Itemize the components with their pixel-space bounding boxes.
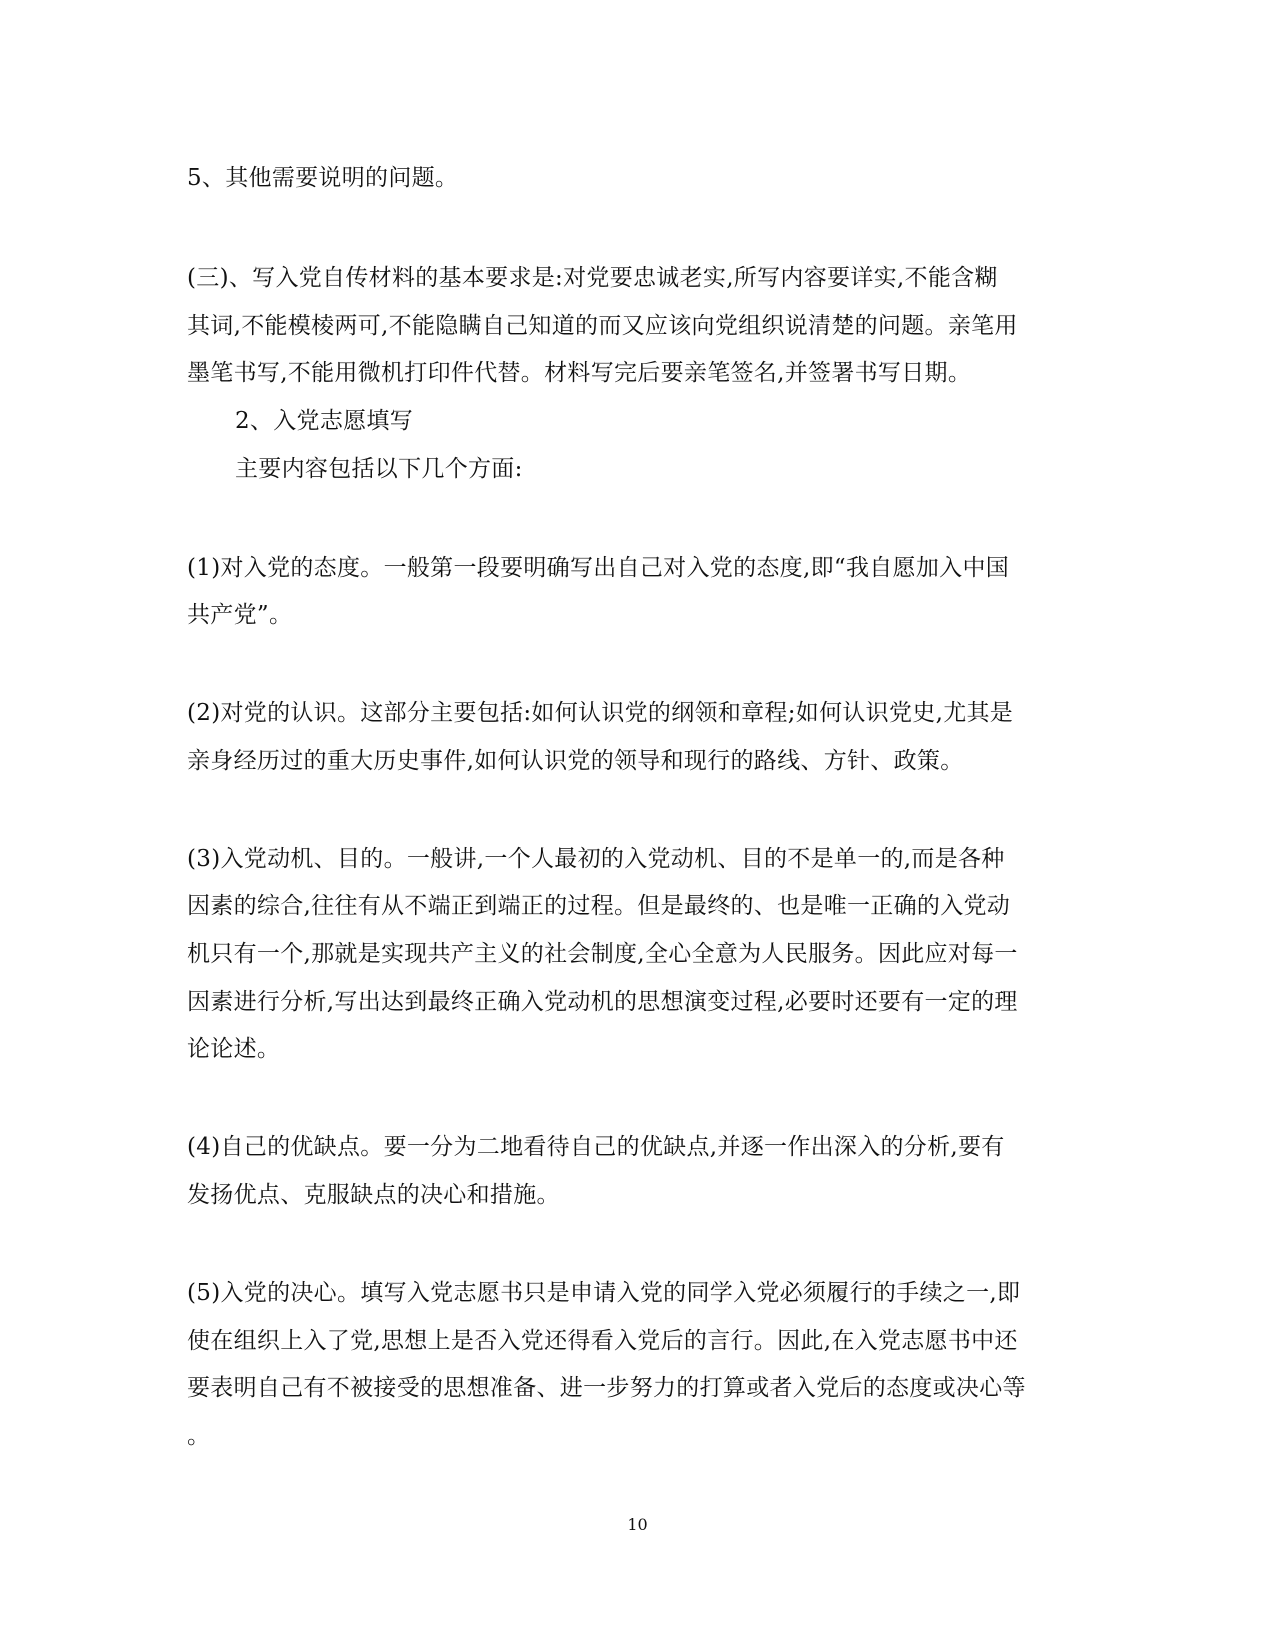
text-line: (3)入党动机、目的。一般讲,一个人最初的入党动机、目的不是单一的,而是各种 — [187, 846, 1005, 872]
section-heading: 2、入党志愿填写 — [235, 408, 414, 434]
text-line: (4)自己的优缺点。要一分为二地看待自己的优缺点,并逐一作出深入的分析,要有 — [187, 1134, 1005, 1160]
text-line: 机只有一个,那就是实现共产主义的社会制度,全心全意为人民服务。因此应对每一 — [187, 941, 1018, 967]
text-line: 因素进行分析,写出达到最终正确入党动机的思想演变过程,必要时还要有一定的理 — [187, 989, 1018, 1015]
text-line: 使在组织上入了党,思想上是否入党还得看入党后的言行。因此,在入党志愿书中还 — [187, 1328, 1018, 1354]
text-line: 主要内容包括以下几个方面: — [235, 456, 523, 482]
text-line: (1)对入党的态度。一般第一段要明确写出自己对入党的态度,即“我自愿加入中国 — [187, 555, 1010, 581]
text-line: 论论述。 — [187, 1036, 281, 1062]
text-line: 因素的综合,往往有从不端正到端正的过程。但是最终的、也是唯一正确的入党动 — [187, 893, 1011, 919]
text-line: 5、其他需要说明的问题。 — [187, 165, 459, 191]
text-line: 其词,不能模棱两可,不能隐瞒自己知道的而又应该向党组织说清楚的问题。亲笔用 — [187, 313, 1018, 339]
text-line: 共产党”。 — [187, 602, 293, 628]
text-line: (三)、写入党自传材料的基本要求是:对党要忠诚老实,所写内容要详实,不能含糊 — [187, 265, 998, 291]
text-line: (2)对党的认识。这部分主要包括:如何认识党的纲领和章程;如何认识党史,尤其是 — [187, 700, 1014, 726]
page-number: 10 — [627, 1515, 648, 1534]
text-line: 亲身经历过的重大历史事件,如何认识党的领导和现行的路线、方针、政策。 — [187, 748, 964, 774]
text-line: 发扬优点、克服缺点的决心和措施。 — [187, 1182, 560, 1208]
text-line: 要表明自己有不被接受的思想准备、进一步努力的打算或者入党后的态度或决心等 — [187, 1375, 1026, 1401]
text-line: 。 — [187, 1423, 211, 1449]
text-line: (5)入党的决心。填写入党志愿书只是申请入党的同学入党必须履行的手续之一,即 — [187, 1280, 1021, 1306]
text-line: 墨笔书写,不能用微机打印件代替。材料写完后要亲笔签名,并签署书写日期。 — [187, 360, 972, 386]
